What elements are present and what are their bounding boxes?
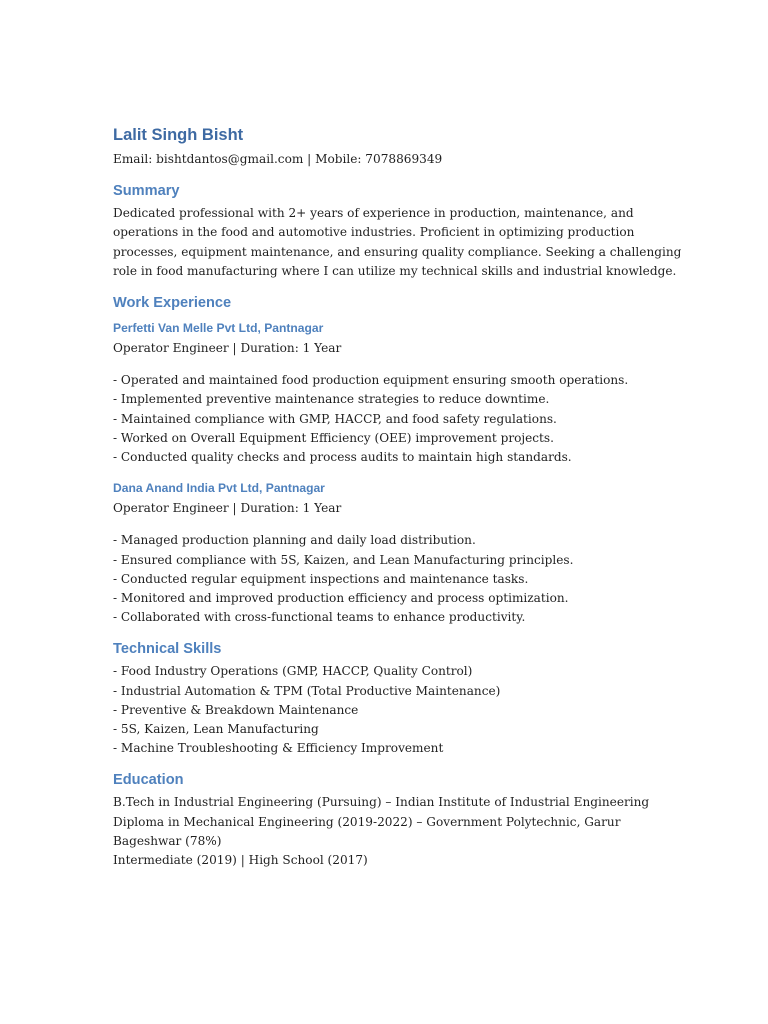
education-line: Diploma in Mechanical Engineering (2019-2022) – Government Polytechnic, Garur bbox=[113, 814, 621, 829]
summary-paragraph bbox=[113, 204, 708, 281]
skills-list bbox=[113, 662, 708, 758]
summary-line: operations in the food and automotive industries. Proficient in optimizing production bbox=[113, 225, 635, 240]
technical-skills-heading: Technical Skills bbox=[113, 641, 222, 658]
list-item: - 5S, Kaizen, Lean Manufacturing bbox=[113, 722, 319, 737]
list-item: - Food Industry Operations (GMP, HACCP, Quality Control) bbox=[113, 664, 473, 679]
job-entry bbox=[113, 479, 708, 627]
job-role: Operator Engineer | Duration: 1 Year bbox=[113, 501, 342, 516]
list-item: - Managed production planning and daily load distribution. bbox=[113, 533, 476, 548]
job-duties-list bbox=[113, 531, 708, 627]
list-item: - Industrial Automation & TPM (Total Productive Maintenance) bbox=[113, 683, 501, 698]
education-block bbox=[113, 793, 708, 870]
education-line: B.Tech in Industrial Engineering (Pursuing) – Indian Institute of Industrial Engineering bbox=[113, 795, 650, 810]
list-item: - Collaborated with cross-functional teams to enhance productivity. bbox=[113, 610, 526, 625]
list-item: - Monitored and improved production efficiency and process optimization. bbox=[113, 591, 569, 606]
company-name: Dana Anand India Pvt Ltd, Pantnagar bbox=[113, 481, 325, 496]
company-name: Perfetti Van Melle Pvt Ltd, Pantnagar bbox=[113, 321, 324, 336]
education-line: Intermediate (2019) | High School (2017) bbox=[113, 853, 368, 868]
list-item: - Conducted quality checks and process audits to maintain high standards. bbox=[113, 450, 572, 465]
job-duties-list bbox=[113, 371, 708, 467]
list-item: - Machine Troubleshooting & Efficiency Improvement bbox=[113, 741, 444, 756]
list-item: - Preventive & Breakdown Maintenance bbox=[113, 702, 359, 717]
summary-heading: Summary bbox=[113, 183, 180, 200]
list-item: - Maintained compliance with GMP, HACCP, and food safety regulations. bbox=[113, 411, 557, 426]
job-role: Operator Engineer | Duration: 1 Year bbox=[113, 341, 342, 356]
list-item: - Implemented preventive maintenance strategies to reduce downtime. bbox=[113, 392, 550, 407]
education-line: Bageshwar (78%) bbox=[113, 833, 222, 848]
contact-line: Email: bishtdantos@gmail.com | Mobile: 7078869349 bbox=[113, 152, 443, 166]
list-item: - Ensured compliance with 5S, Kaizen, and Lean Manufacturing principles. bbox=[113, 552, 574, 567]
work-experience-heading: Work Experience bbox=[113, 295, 232, 312]
list-item: - Operated and maintained food production equipment ensuring smooth operations. bbox=[113, 373, 629, 388]
job-entry bbox=[113, 319, 708, 467]
summary-line: role in food manufacturing where I can utilize my technical skills and industrial knowledge. bbox=[113, 263, 677, 278]
summary-line: Dedicated professional with 2+ years of experience in production, maintenance, and bbox=[113, 206, 634, 221]
summary-line: processes, equipment maintenance, and ensuring quality compliance. Seeking a challenging bbox=[113, 244, 682, 259]
list-item: - Conducted regular equipment inspections and maintenance tasks. bbox=[113, 571, 529, 586]
candidate-name: Lalit Singh Bisht bbox=[113, 126, 244, 144]
list-item: - Worked on Overall Equipment Efficiency (OEE) improvement projects. bbox=[113, 430, 554, 445]
education-heading: Education bbox=[113, 772, 184, 789]
